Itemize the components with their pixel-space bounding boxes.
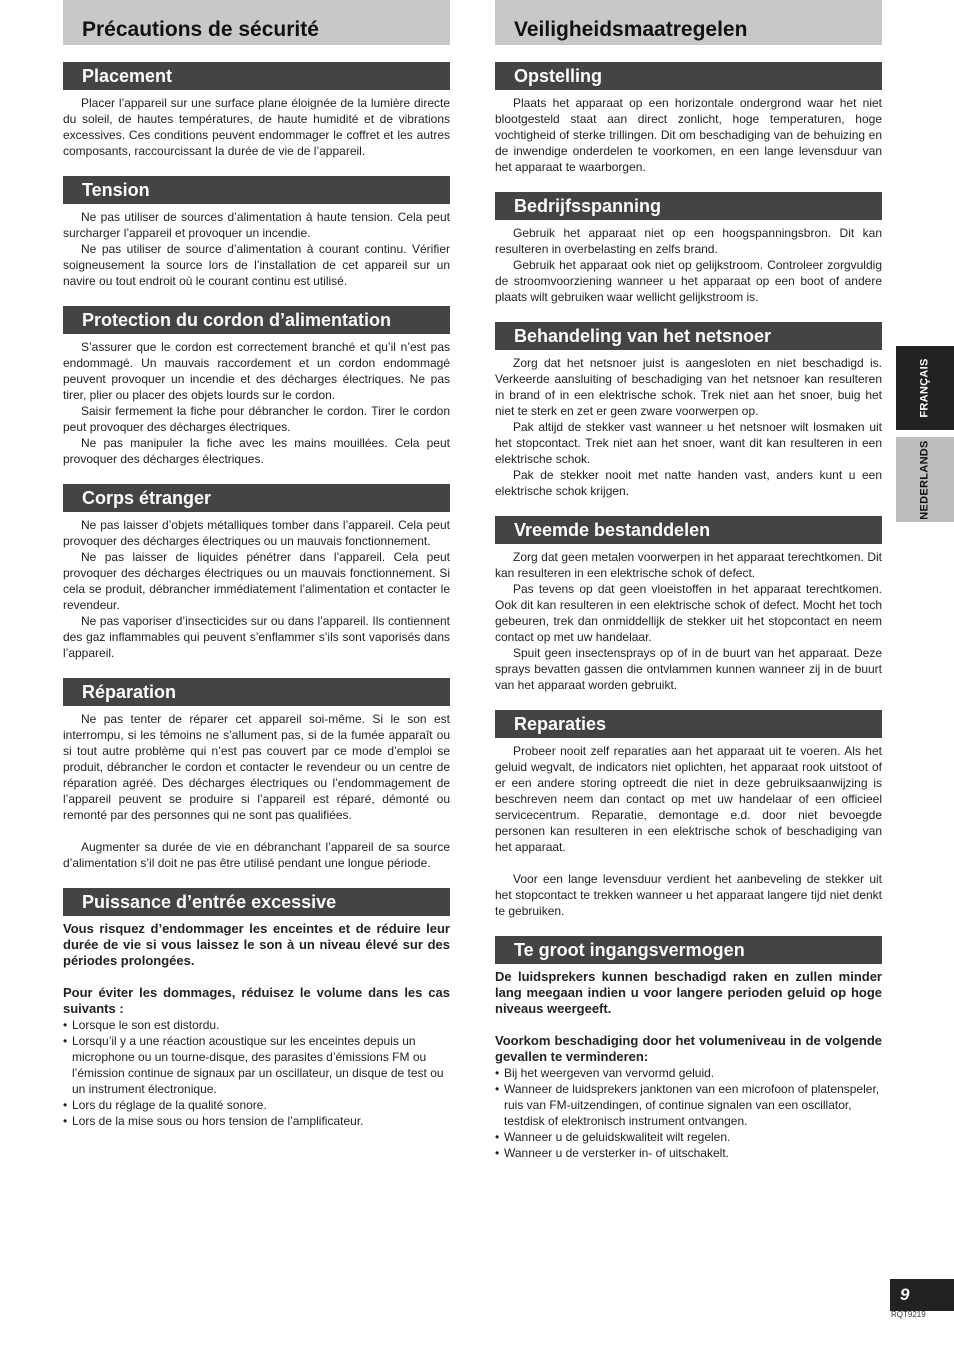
- section-foreign-body: [63, 484, 450, 661]
- paragraph: Ne pas utiliser de sources d’alimentation à haute tension. Cela peut surcharger l’appareil et provoquer un incendie.: [63, 210, 450, 240]
- paragraph: Gebruik het apparaat niet op een hoogspanningsbron. Dit kan resulteren in overbelasting en zelfs brand.: [495, 226, 882, 256]
- page-title: Veiligheidsmaatregelen: [514, 18, 748, 41]
- page-title: Précautions de sécurité: [82, 18, 319, 41]
- list-item: • Wanneer u de geluidskwaliteit wilt regelen.: [495, 1129, 882, 1145]
- section-heading: Placement: [63, 62, 450, 90]
- warning-text: Voorkom beschadiging door het volumeniveau in de volgende gevallen te verminderen:: [495, 1033, 882, 1064]
- paragraph: Ne pas laisser d’objets métalliques tomber dans l’appareil. Cela peut provoquer des décharges électriques ou un mauvais fonctionnement.: [63, 518, 450, 548]
- section-bedrijfsspanning: [495, 192, 882, 305]
- warning-text: De luidsprekers kunnen beschadigd raken en zullen minder lang meegaan indien u voor langere perioden geluid op hoge niveaus weergeeft.: [495, 969, 882, 1016]
- list-item: • Bij het weergeven van vervormd geluid.: [495, 1065, 882, 1081]
- paragraph: Ne pas vaporiser d’insecticides sur ou dans l’appareil. Ils contiennent des gaz inflammables qui peuvent s’enflammer s’ils sont vaporisés dans l’appareil.: [63, 614, 450, 660]
- bullet-list: [63, 1017, 450, 1129]
- section-vreemde-bestanddelen: [495, 516, 882, 693]
- page-number: 9: [890, 1279, 954, 1311]
- list-item: • Wanneer u de versterker in- of uitschakelt.: [495, 1145, 882, 1161]
- section-placement: [63, 62, 450, 159]
- list-item: • Lorsque le son est distordu.: [63, 1017, 450, 1033]
- section-reparaties: [495, 710, 882, 919]
- paragraph: Zorg dat het netsnoer juist is aangesloten en niet beschadigd is. Verkeerde aansluiting of beschadiging van het netsnoer kan resulteren in brand of in een elektrische schok. Trek niet aan het snoer, buig het niet te sterk en zet er geen zware voorwerpen op.: [495, 356, 882, 418]
- paragraph: Plaats het apparaat op een horizontale ondergrond waar het niet blootgesteld staat aan direct zonlicht, hoge temperaturen, hoge vochtigheid of sterke trillingen. Dit om beschadiging van de behuizing en de inwendige onderdelen te voorkomen, en een lange levensduur van het apparaat te waarborgen.: [495, 96, 882, 174]
- section-power-cord: [63, 306, 450, 467]
- paragraph: Pas tevens op dat geen vloeistoffen in het apparaat terechtkomen. Ook dit kan resulteren in een elektrische schok of defect. Mocht het toch gebeuren, trek dan onmiddellijk de stekker uit het stopcontact en neem contact op met uw handelaar.: [495, 582, 882, 644]
- list-item: • Wanneer de luidsprekers janktonen van een microfoon of platenspeler, ruis van FM-uitzendingen, of continue signalen van een oscillator, testdisk of elektronisch instrument ontvangen.: [495, 1081, 882, 1129]
- list-item: • Lors de la mise sous ou hors tension de l’amplificateur.: [63, 1113, 450, 1129]
- section-excess-input: [63, 888, 450, 1129]
- paragraph: Ne pas laisser de liquides pénétrer dans l’appareil. Cela peut provoquer des décharges électriques ou un mauvais fonctionnement. Si cela se produit, débrancher immédiatement l’alimentation et contacter le revendeur.: [63, 550, 450, 612]
- paragraph: Pak de stekker nooit met natte handen vast, anders kunt u een elektrische schok krijgen.: [495, 468, 882, 498]
- section-netsnoer: [495, 322, 882, 499]
- language-tab-label: NEDERLANDS: [919, 439, 931, 520]
- page-title-bar: [63, 0, 450, 45]
- bullet-list: [495, 1065, 882, 1161]
- section-heading: Réparation: [63, 678, 450, 706]
- paragraph: Pak altijd de stekker vast wanneer u het netsnoer wilt losmaken uit het stopcontact. Trek niet aan het snoer, want dit kan resulteren in een elektrische schok.: [495, 420, 882, 466]
- warning-text: Pour éviter les dommages, réduisez le volume dans les cas suivants :: [63, 985, 450, 1016]
- paragraph: Ne pas tenter de réparer cet appareil soi-même. Si le son est interrompu, si les témoins ne s’allument pas, si de la fumée apparaît ou si tout autre problème qui n’est pas couvert par ce mode d’emploi se produit, débrancher le cordon et contacter le revendeur ou un centre de réparation agréé. Des décharges électriques ou l’endommagement de l’appareil peuvent se produire si l’appareil est réparé, démonté ou remonté par des personnes qui ne sont pas qualifiées.: [63, 712, 450, 822]
- french-column: [63, 0, 450, 1129]
- paragraph: Probeer nooit zelf reparaties aan het apparaat uit te voeren. Als het geluid wegvalt, de indicators niet oplichten, het apparaat rook uitstoot of er een andere storing optreedt die niet in deze gebruiksaanwijzing is beschreven neem dan contact op met uw handelaar of een officieel servicecentrum. Reparatie, demontage e.d. door niet bevoegde personen kan resulteren in een elektrische schok of beschadiging van het apparaat.: [495, 744, 882, 854]
- section-heading: Corps étranger: [63, 484, 450, 512]
- paragraph: Zorg dat geen metalen voorwerpen in het apparaat terechtkomen. Dit kan resulteren in een elektrische schok of defect.: [495, 550, 882, 580]
- page-title-bar: [495, 0, 882, 45]
- section-heading: Tension: [63, 176, 450, 204]
- warning-text: Vous risquez d’endommager les enceintes et de réduire leur durée de vie si vous laissez le son à un niveau élevé sur des périodes prolongées.: [63, 921, 450, 968]
- section-heading: Protection du cordon d’alimentation: [63, 306, 450, 334]
- dutch-column: [495, 0, 882, 1161]
- section-heading: Vreemde bestanddelen: [495, 516, 882, 544]
- section-heading: Opstelling: [495, 62, 882, 90]
- section-heading: Puissance d’entrée excessive: [63, 888, 450, 916]
- paragraph: Saisir fermement la fiche pour débrancher le cordon. Tirer le cordon peut provoquer des décharges électriques.: [63, 404, 450, 434]
- section-heading: Reparaties: [495, 710, 882, 738]
- document-code: RQT9219: [891, 1310, 926, 1319]
- section-tension: [63, 176, 450, 289]
- paragraph: Ne pas utiliser de source d’alimentation à courant continu. Vérifier soigneusement la source lors de l’installation de cet appareil sur un navire ou tout endroit où le courant continu est utilisé.: [63, 242, 450, 288]
- section-ingangsvermogen: [495, 936, 882, 1161]
- section-repair: [63, 678, 450, 871]
- paragraph: S’assurer que le cordon est correctement branché et qu’il n’est pas endommagé. Un mauvais raccordement et un cordon endommagé peuvent provoquer un incendie et des décharges électriques. Ne pas tirer, plier ou placer des objets lourds sur le cordon.: [63, 340, 450, 402]
- section-heading: Bedrijfsspanning: [495, 192, 882, 220]
- language-tab-francais: [896, 346, 954, 430]
- paragraph: Placer l’appareil sur une surface plane éloignée de la lumière directe du soleil, de hautes températures, de haute humidité et de vibrations excessives. Ces conditions peuvent endommager le coffret et les autres composants, raccourcissant la durée de vie de l’appareil.: [63, 96, 450, 158]
- section-heading: Te groot ingangsvermogen: [495, 936, 882, 964]
- paragraph: Ne pas manipuler la fiche avec les mains mouillées. Cela peut provoquer des décharges électriques.: [63, 436, 450, 466]
- language-tab-label: FRANÇAIS: [919, 358, 932, 418]
- language-tab-nederlands: [896, 437, 954, 522]
- paragraph: Spuit geen insectensprays op of in de buurt van het apparaat. Deze sprays bevatten gassen die ontvlammen kunnen wanneer zij in de buurt van het apparaat worden gebruikt.: [495, 646, 882, 692]
- paragraph: Voor een lange levensduur verdient het aanbeveling de stekker uit het stopcontact te trekken wanneer u het apparaat langere tijd niet denkt te gebruiken.: [495, 872, 882, 918]
- paragraph: Augmenter sa durée de vie en débranchant l’appareil de sa source d’alimentation s’il doit ne pas être utilisé pendant une longue période.: [63, 840, 450, 870]
- paragraph: Gebruik het apparaat ook niet op gelijkstroom. Controleer zorgvuldig de stroomvoorziening wanneer u het apparaat op een boot of andere plaats wilt gebruiken waar wellicht gelijkstroom is.: [495, 258, 882, 304]
- section-heading: Behandeling van het netsnoer: [495, 322, 882, 350]
- list-item: • Lorsqu’il y a une réaction acoustique sur les enceintes depuis un microphone ou un tourne-disque, des parasites d’émissions FM ou l’émission continue de signaux par un oscillateur, un disque de test ou un instrument électronique.: [63, 1033, 450, 1097]
- section-opstelling: [495, 62, 882, 175]
- list-item: • Lors du réglage de la qualité sonore.: [63, 1097, 450, 1113]
